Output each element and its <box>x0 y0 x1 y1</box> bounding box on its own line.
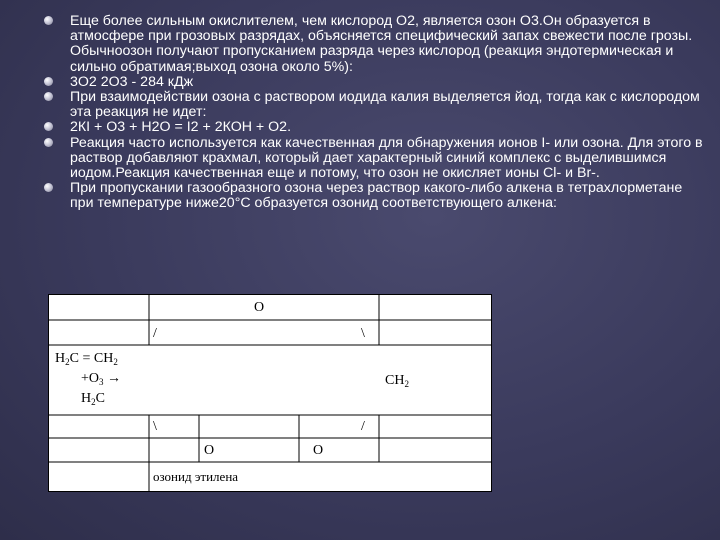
lower-left-oxygen: O <box>204 443 215 458</box>
right-backslash: \ <box>361 326 365 341</box>
bullet-item <box>44 75 704 90</box>
bullet-text: 2КI + О3 + Н2О = I2 + 2КОН + О2. <box>70 119 292 136</box>
bullet-list <box>44 14 704 212</box>
bullet-item <box>44 181 704 211</box>
ozonide-table <box>48 294 492 492</box>
plus-ozone-formula: $+O_3$ → <box>81 371 122 387</box>
bullet-text: Еще более сильным окислителем, чем кислород О2, является озон О3.Он образуется в атмосфере при грозовых разрядах, объясняется специфический запах свежести после грозы. Обычноозон получают пропусканием разряда через кислород (реакция эндотермическая и сильно обратимая;выход озона около 5%): <box>70 13 693 75</box>
ch2-formula: $CH_2$ <box>385 373 409 389</box>
table-caption: озонид этилена <box>153 469 239 484</box>
bullet-item <box>44 136 704 182</box>
top-oxygen-label: O <box>254 300 265 315</box>
ethylene-formula: $H_2C = CH_2$ <box>55 351 118 367</box>
bullet-text: При пропускании газообразного озона через раствор какого-либо алкена в тетрахлорметане при температуре ниже20°С образуется озонид соответствующего алкена: <box>70 180 683 212</box>
h2c-formula: $H_2C$ <box>81 391 105 407</box>
bullet-icon <box>44 92 53 101</box>
bullet-icon <box>44 122 53 131</box>
left-slash: / <box>153 326 157 341</box>
bullet-text: 3О2 2О3 - 284 кДж <box>70 73 194 90</box>
bullet-icon <box>44 16 53 25</box>
bullet-item <box>44 90 704 120</box>
bullet-item <box>44 14 704 75</box>
bullet-text: При взаимодействии озона с раствором иодида калия выделяется йод, тогда как с кислородом эта реакция не идет: <box>70 89 700 121</box>
bullet-icon <box>44 77 53 86</box>
bullet-icon <box>44 183 53 192</box>
bullet-text: Реакция часто используется как качественная для обнаружения ионов I- или озона. Для этого в раствор добавляют крахмал, который дает характерный синий комплекс с выделившимся иодом.Реакция качественная еще и потому, что озон не окисляет ионы Сl- и Вr-. <box>70 134 703 182</box>
table-grid-lines <box>49 295 491 491</box>
lower-right-oxygen: O <box>313 443 324 458</box>
lower-left-backslash: \ <box>153 419 157 434</box>
lower-right-slash: / <box>361 419 365 434</box>
bullet-icon <box>44 138 53 147</box>
bullet-item <box>44 120 704 135</box>
